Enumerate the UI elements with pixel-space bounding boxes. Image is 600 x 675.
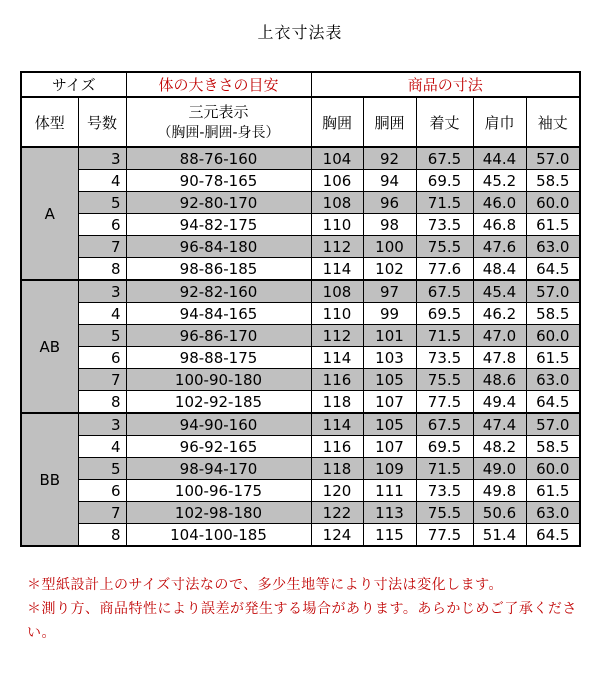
three-size-cell: 94-84-165 [126,303,311,325]
length-cell: 67.5 [416,413,473,436]
shoulder-cell: 50.6 [473,502,526,524]
group-header-size: サイズ [21,72,126,97]
shoulder-cell: 49.8 [473,480,526,502]
length-cell: 75.5 [416,369,473,391]
sleeve-cell: 58.5 [526,436,580,458]
length-cell: 73.5 [416,480,473,502]
table-row [21,524,580,547]
shoulder-cell: 48.6 [473,369,526,391]
waist-cell: 96 [363,192,416,214]
table-row [21,413,580,436]
shoulder-cell: 47.4 [473,413,526,436]
three-size-cell: 104-100-185 [126,524,311,547]
length-cell: 77.6 [416,258,473,281]
length-cell: 71.5 [416,192,473,214]
waist-cell: 97 [363,280,416,303]
col-header-size-no: 号数 [78,97,126,147]
table-row [21,236,580,258]
waist-cell: 100 [363,236,416,258]
waist-cell: 102 [363,258,416,281]
three-size-cell: 102-98-180 [126,502,311,524]
chest-cell: 124 [311,524,363,547]
group-header-row [21,72,580,97]
shoulder-cell: 49.0 [473,458,526,480]
size-no-cell: 4 [78,170,126,192]
three-size-cell: 102-92-185 [126,391,311,414]
size-no-cell: 6 [78,480,126,502]
group-header-product-dims: 商品の寸法 [311,72,580,97]
three-size-cell: 96-84-180 [126,236,311,258]
table-row [21,214,580,236]
table-row [21,258,580,281]
col-header-sleeve: 袖丈 [526,97,580,147]
table-row [21,280,580,303]
chest-cell: 108 [311,192,363,214]
size-no-cell: 4 [78,436,126,458]
waist-cell: 107 [363,391,416,414]
table-row [21,192,580,214]
three-size-cell: 92-80-170 [126,192,311,214]
table-row [21,436,580,458]
sleeve-cell: 64.5 [526,391,580,414]
shoulder-cell: 46.0 [473,192,526,214]
shoulder-cell: 44.4 [473,147,526,170]
col-header-waist: 胴囲 [363,97,416,147]
sleeve-cell: 61.5 [526,214,580,236]
three-size-cell: 90-78-165 [126,170,311,192]
col-header-length: 着丈 [416,97,473,147]
length-cell: 75.5 [416,502,473,524]
shoulder-cell: 47.6 [473,236,526,258]
size-no-cell: 6 [78,214,126,236]
size-no-cell: 4 [78,303,126,325]
sleeve-cell: 64.5 [526,524,580,547]
waist-cell: 115 [363,524,416,547]
length-cell: 69.5 [416,170,473,192]
shoulder-cell: 45.2 [473,170,526,192]
chest-cell: 120 [311,480,363,502]
three-size-cell: 100-90-180 [126,369,311,391]
sleeve-cell: 64.5 [526,258,580,281]
shoulder-cell: 45.4 [473,280,526,303]
shoulder-cell: 47.8 [473,347,526,369]
three-size-cell: 94-90-160 [126,413,311,436]
size-no-cell: 7 [78,236,126,258]
table-row [21,303,580,325]
table-row [21,502,580,524]
table-row [21,147,580,170]
shoulder-cell: 46.2 [473,303,526,325]
page-title: 上衣寸法表 [257,23,343,42]
chest-cell: 116 [311,436,363,458]
col-header-three-size [126,97,311,147]
col-header-three-size-line2: （胸囲-胴囲-身長） [157,124,280,141]
sleeve-cell: 63.0 [526,502,580,524]
shoulder-cell: 49.4 [473,391,526,414]
length-cell: 77.5 [416,391,473,414]
length-cell: 71.5 [416,325,473,347]
chest-cell: 112 [311,236,363,258]
three-size-cell: 98-86-185 [126,258,311,281]
sleeve-cell: 61.5 [526,480,580,502]
sleeve-cell: 60.0 [526,458,580,480]
size-no-cell: 7 [78,369,126,391]
group-header-body-guide: 体の大きさの目安 [126,72,311,97]
chest-cell: 116 [311,369,363,391]
col-header-chest: 胸囲 [311,97,363,147]
table-row [21,391,580,414]
size-no-cell: 5 [78,458,126,480]
shoulder-cell: 48.2 [473,436,526,458]
waist-cell: 99 [363,303,416,325]
col-header-three-size-line1: 三元表示 [188,102,249,121]
size-no-cell: 5 [78,192,126,214]
length-cell: 73.5 [416,347,473,369]
table-row [21,480,580,502]
length-cell: 75.5 [416,236,473,258]
sleeve-cell: 58.5 [526,303,580,325]
table-row [21,170,580,192]
three-size-cell: 100-96-175 [126,480,311,502]
size-no-cell: 8 [78,391,126,414]
body-type-cell: A [21,147,78,280]
length-cell: 67.5 [416,147,473,170]
sleeve-cell: 60.0 [526,325,580,347]
body-type-cell: BB [21,413,78,546]
sleeve-cell: 61.5 [526,347,580,369]
col-header-shoulder: 肩巾 [473,97,526,147]
waist-cell: 92 [363,147,416,170]
length-cell: 71.5 [416,458,473,480]
chest-cell: 114 [311,258,363,281]
waist-cell: 94 [363,170,416,192]
footnotes [27,573,600,645]
sleeve-cell: 57.0 [526,147,580,170]
size-no-cell: 6 [78,347,126,369]
chest-cell: 110 [311,214,363,236]
three-size-cell: 98-94-170 [126,458,311,480]
shoulder-cell: 51.4 [473,524,526,547]
chest-cell: 114 [311,413,363,436]
table-row [21,347,580,369]
chest-cell: 122 [311,502,363,524]
shoulder-cell: 47.0 [473,325,526,347]
length-cell: 77.5 [416,524,473,547]
chest-cell: 108 [311,280,363,303]
shoulder-cell: 48.4 [473,258,526,281]
waist-cell: 98 [363,214,416,236]
sleeve-cell: 63.0 [526,236,580,258]
sleeve-cell: 60.0 [526,192,580,214]
chest-cell: 106 [311,170,363,192]
column-header-row [21,97,580,147]
three-size-cell: 96-86-170 [126,325,311,347]
waist-cell: 107 [363,436,416,458]
length-cell: 69.5 [416,303,473,325]
sleeve-cell: 57.0 [526,413,580,436]
note-line: ＊測り方、商品特性により誤差が発生する場合があります。あらかじめご了承ください。 [27,601,577,641]
shoulder-cell: 46.8 [473,214,526,236]
table-row [21,325,580,347]
three-size-cell: 96-92-165 [126,436,311,458]
sleeve-cell: 57.0 [526,280,580,303]
size-no-cell: 8 [78,524,126,547]
three-size-cell: 94-82-175 [126,214,311,236]
size-no-cell: 3 [78,413,126,436]
length-cell: 67.5 [416,280,473,303]
size-no-cell: 8 [78,258,126,281]
three-size-cell: 98-88-175 [126,347,311,369]
size-no-cell: 3 [78,147,126,170]
waist-cell: 105 [363,369,416,391]
size-no-cell: 7 [78,502,126,524]
chest-cell: 110 [311,303,363,325]
chest-cell: 118 [311,458,363,480]
waist-cell: 109 [363,458,416,480]
table-row [21,458,580,480]
table-row [21,369,580,391]
sleeve-cell: 58.5 [526,170,580,192]
three-size-cell: 88-76-160 [126,147,311,170]
waist-cell: 103 [363,347,416,369]
chest-cell: 112 [311,325,363,347]
body-type-cell: AB [21,280,78,413]
size-no-cell: 3 [78,280,126,303]
col-header-body-type: 体型 [21,97,78,147]
waist-cell: 113 [363,502,416,524]
chest-cell: 118 [311,391,363,414]
length-cell: 73.5 [416,214,473,236]
size-no-cell: 5 [78,325,126,347]
three-size-cell: 92-82-160 [126,280,311,303]
waist-cell: 105 [363,413,416,436]
chest-cell: 104 [311,147,363,170]
waist-cell: 111 [363,480,416,502]
waist-cell: 101 [363,325,416,347]
sleeve-cell: 63.0 [526,369,580,391]
note-line: ＊型紙設計上のサイズ寸法なので、多少生地等により寸法は変化します。 [27,577,503,593]
chest-cell: 114 [311,347,363,369]
size-table [20,71,581,547]
length-cell: 69.5 [416,436,473,458]
